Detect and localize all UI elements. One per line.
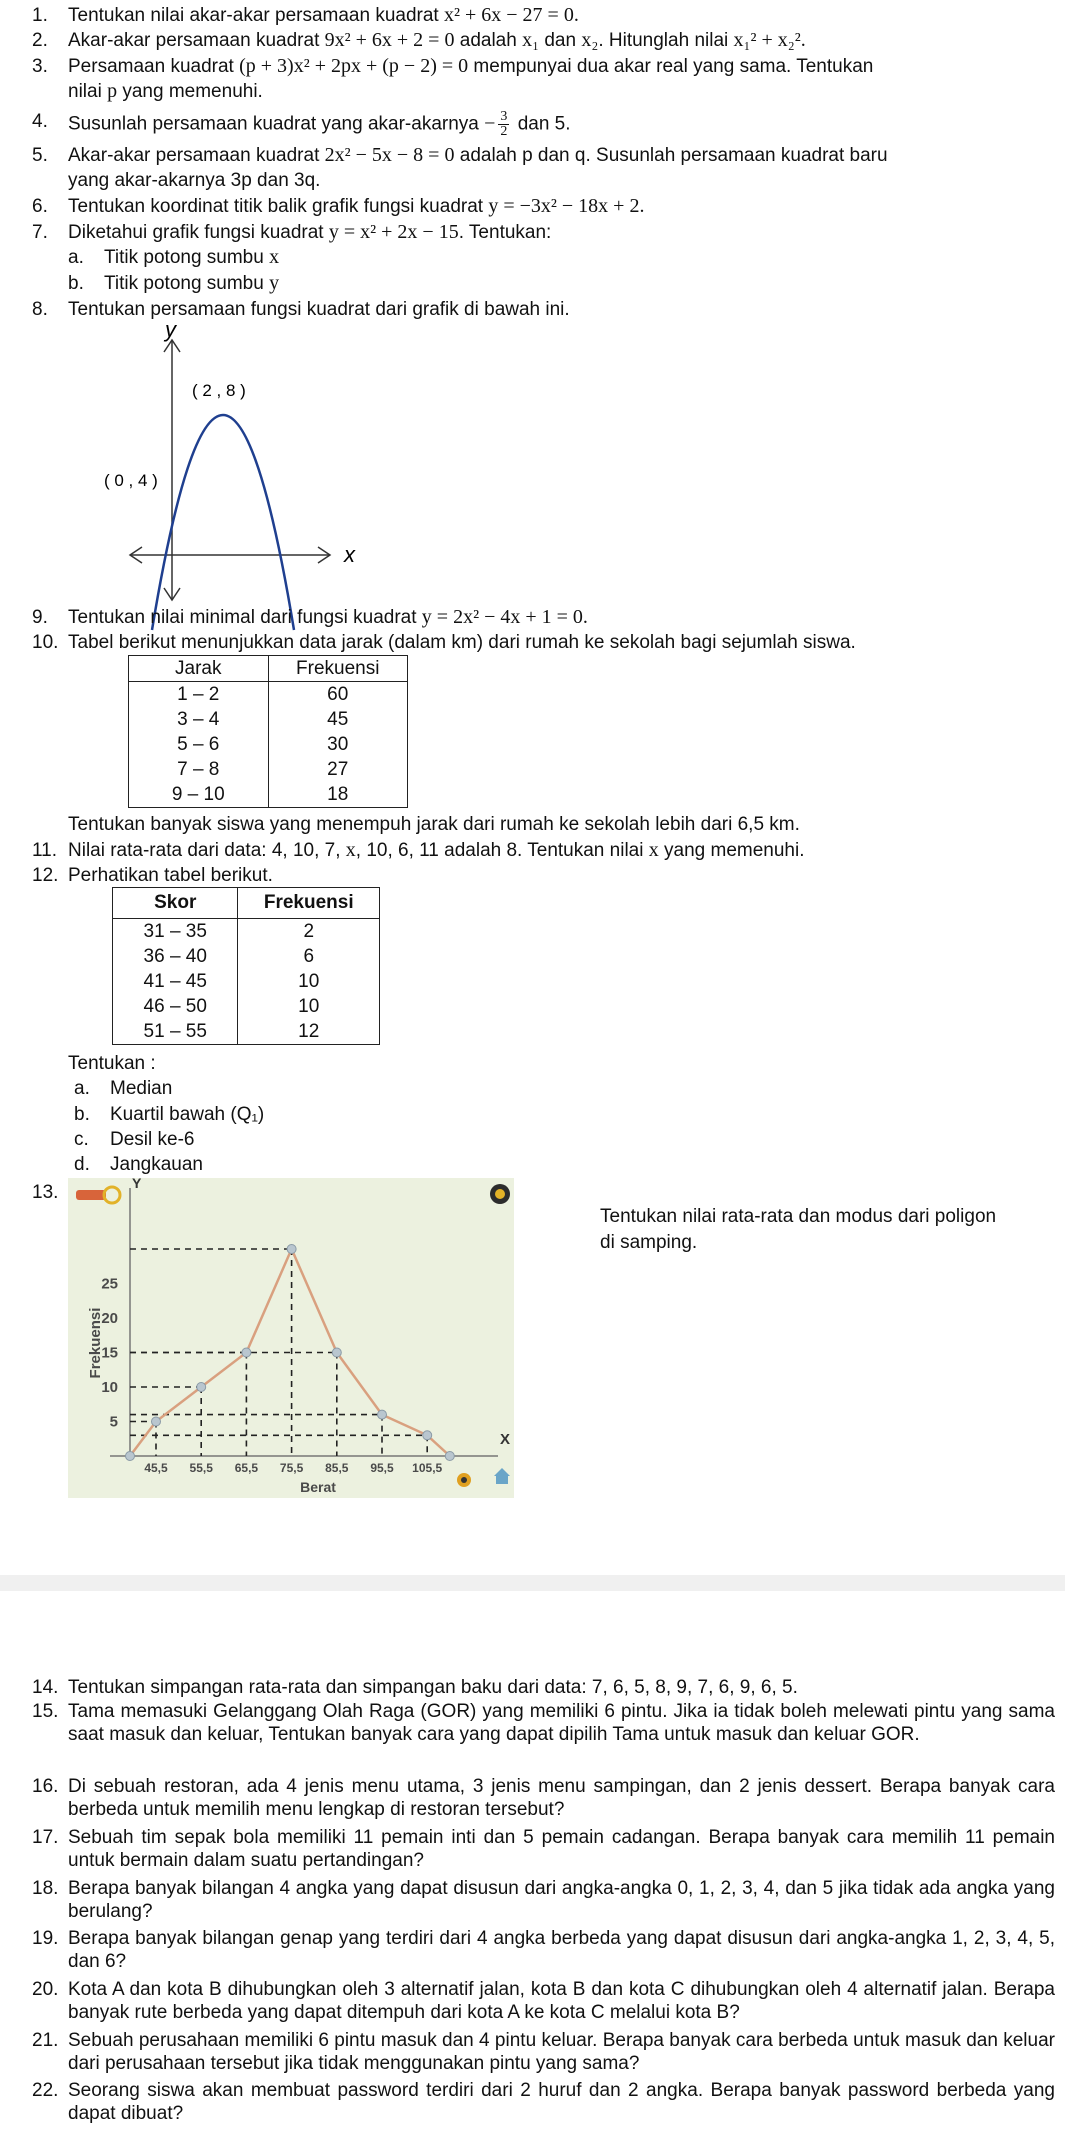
x-axis-title: Berat (300, 1479, 336, 1495)
table-row: 9 – 10 18 (129, 782, 408, 808)
table-row: 1 – 2 60 (129, 682, 408, 708)
data-point (197, 1383, 206, 1392)
table-row: 3 – 4 45 (129, 707, 408, 732)
table-row: 36 – 40 6 (113, 944, 380, 969)
table-header-row: Jarak Frekuensi (129, 656, 408, 682)
x-axis-letter: X (500, 1431, 511, 1448)
table-row: 31 – 35 2 (113, 919, 380, 945)
x-tick-label: 85,5 (325, 1461, 349, 1475)
table-row: 46 – 50 10 (113, 994, 380, 1019)
data-point (332, 1348, 341, 1357)
data-point (152, 1417, 161, 1426)
question-13-text-2: di samping. (600, 1232, 698, 1253)
table-row: 41 – 45 10 (113, 969, 380, 994)
y-tick-label: 25 (101, 1275, 118, 1293)
y-tick-label: 5 (109, 1413, 118, 1431)
y-tick-label: 15 (101, 1344, 118, 1362)
data-point (242, 1348, 251, 1357)
table-row: 51 – 55 12 (113, 1019, 380, 1045)
x-tick-label: 105,5 (412, 1461, 443, 1475)
data-point (126, 1452, 135, 1461)
x-tick-label: 75,5 (279, 1461, 304, 1475)
x-tick-label: 55,5 (189, 1461, 213, 1475)
frequency-polygon-chart (68, 1175, 514, 1498)
parabola-graph (100, 317, 360, 610)
score-frequency-table (112, 887, 380, 1045)
data-point (378, 1410, 387, 1419)
x-tick-label: 65,5 (234, 1461, 259, 1475)
y-intercept-label: ( 0 , 4 ) (104, 471, 158, 490)
question-13-text: Tentukan nilai rata-rata dan modus dari poligon (600, 1206, 997, 1227)
table-row: 7 – 8 27 (129, 757, 408, 782)
table-header-row: Skor Frekuensi (113, 888, 380, 919)
distance-frequency-table (128, 655, 408, 808)
contents-icon (457, 1473, 471, 1487)
vertex-label: ( 2 , 8 ) (192, 381, 246, 400)
y-axis-label: y (165, 317, 176, 342)
data-point (287, 1245, 296, 1254)
data-point (423, 1431, 432, 1440)
x-axis-label: x (344, 542, 355, 567)
fraction-three-halves: $\frac{3}{2}$ (500, 109, 508, 139)
x-tick-label: 95,5 (370, 1461, 394, 1475)
table-row: 5 – 6 30 (129, 732, 408, 757)
y-tick-label: 20 (101, 1310, 118, 1327)
info-icon (490, 1184, 510, 1204)
data-point (445, 1452, 454, 1461)
y-axis-title: Frekuensi (87, 1307, 104, 1379)
page-break (0, 1575, 1065, 1591)
x-tick-label: 45,5 (144, 1461, 168, 1475)
y-tick-label: 10 (101, 1379, 118, 1396)
y-axis-letter: Y (132, 1175, 142, 1191)
